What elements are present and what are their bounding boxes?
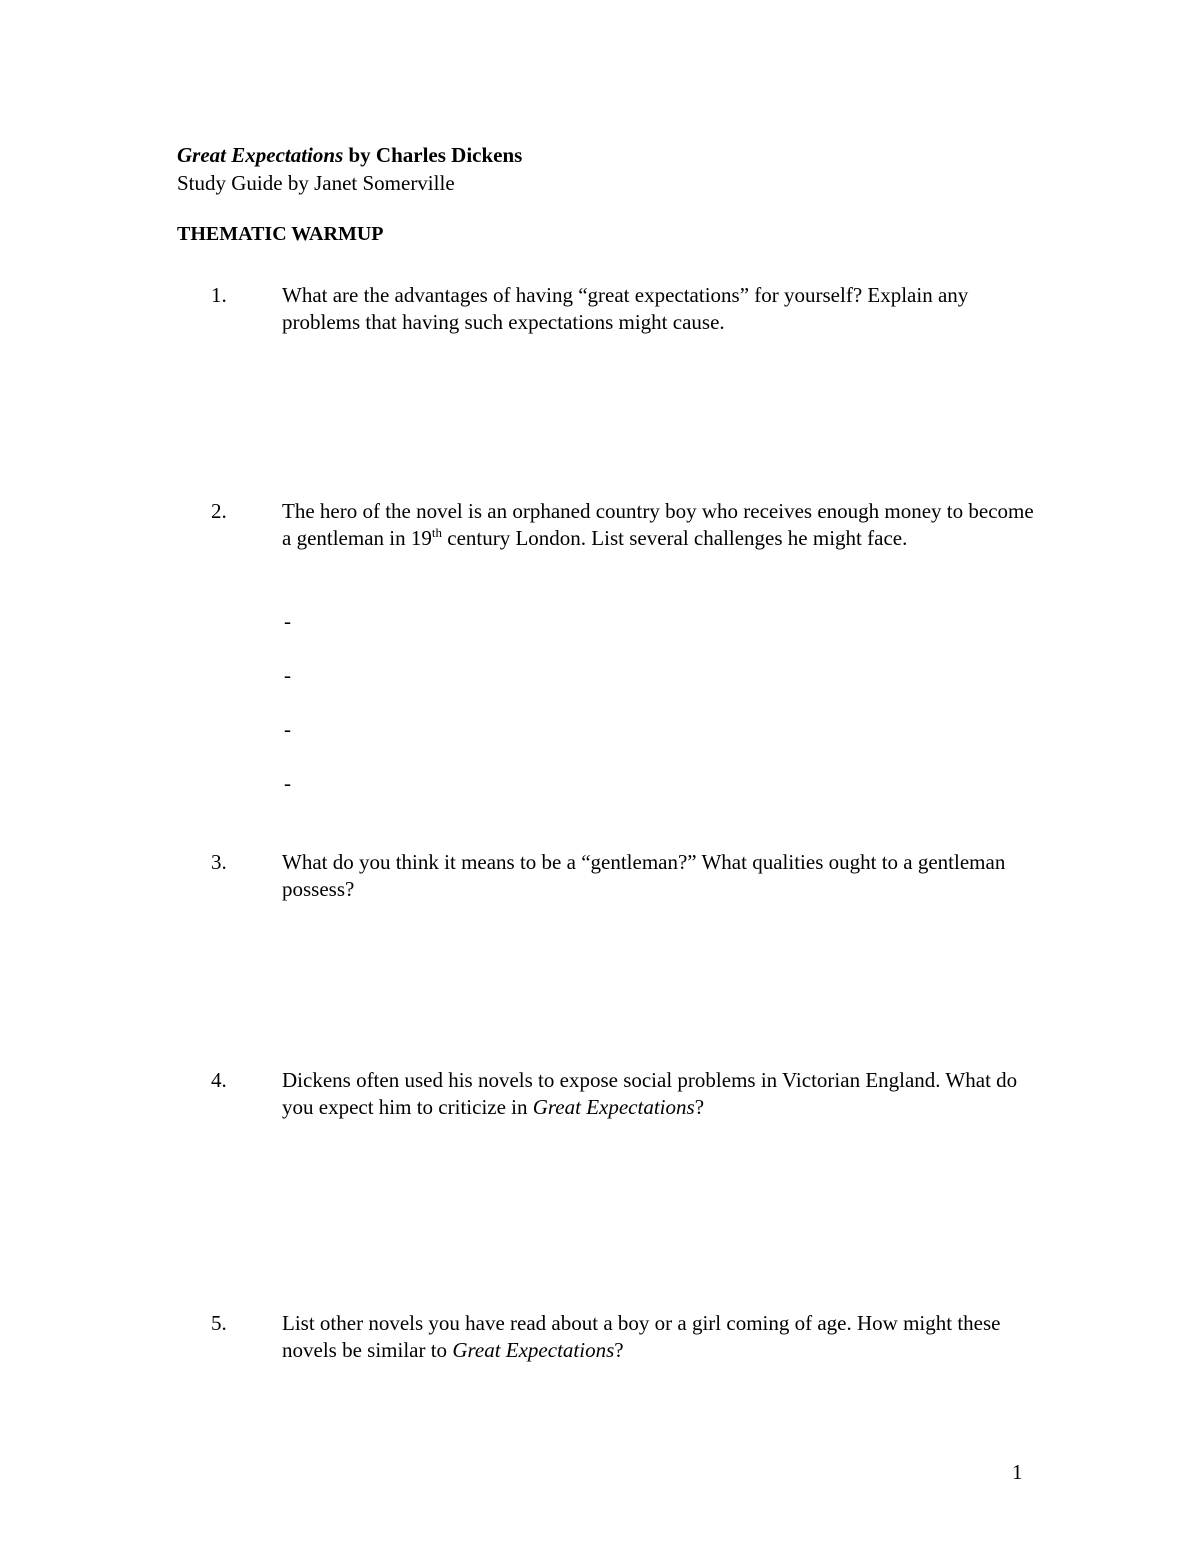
book-author: by Charles Dickens — [343, 143, 523, 167]
question-text-part: ? — [694, 1095, 705, 1119]
ordinal-superscript: th — [431, 525, 442, 540]
book-title-italic: Great Expectations — [532, 1095, 695, 1119]
question-text-part: century London. List several challenges he might face. — [442, 526, 908, 550]
section-heading: THEMATIC WARMUP — [177, 223, 384, 245]
document-title — [177, 143, 522, 168]
book-title-italic: Great Expectations — [452, 1338, 615, 1362]
question-text-part: Dickens often used his novels to expose social problems in Victorian England. What do you expect him to criticize in — [282, 1068, 1018, 1119]
document-subtitle: Study Guide by Janet Somerville — [177, 171, 455, 195]
question-number: 4. — [211, 1068, 227, 1092]
question-text-part: List other novels you have read about a boy or a girl coming of age. How might these novels be similar to — [282, 1311, 1001, 1362]
question-1 — [211, 282, 1041, 336]
answer-dash: - — [284, 771, 291, 795]
answer-dash: - — [284, 717, 291, 741]
question-text — [282, 1310, 1041, 1364]
question-number: 2. — [211, 499, 227, 523]
book-title: Great Expectations — [177, 143, 344, 167]
question-text: What are the advantages of having “great expectations” for yourself? Explain any problems that having such expectations might cause. — [282, 283, 969, 334]
question-number: 5. — [211, 1311, 227, 1335]
question-text: What do you think it means to be a “gentleman?” What qualities ought to a gentleman possess? — [282, 850, 1006, 901]
question-4 — [211, 1067, 1041, 1121]
question-3 — [211, 849, 1041, 903]
answer-dash: - — [284, 663, 291, 687]
question-5 — [211, 1310, 1041, 1364]
question-text — [282, 1067, 1041, 1121]
answer-dash: - — [284, 609, 291, 633]
question-number: 3. — [211, 850, 227, 874]
question-text-part: ? — [614, 1338, 624, 1362]
question-number: 1. — [211, 283, 227, 307]
page-number: 1 — [1012, 1460, 1023, 1484]
question-2 — [211, 498, 1041, 552]
question-text — [282, 498, 1041, 552]
question-text-part: The hero of the novel is an orphaned country boy who receives enough money to become a gentleman in 19 — [282, 499, 1034, 550]
